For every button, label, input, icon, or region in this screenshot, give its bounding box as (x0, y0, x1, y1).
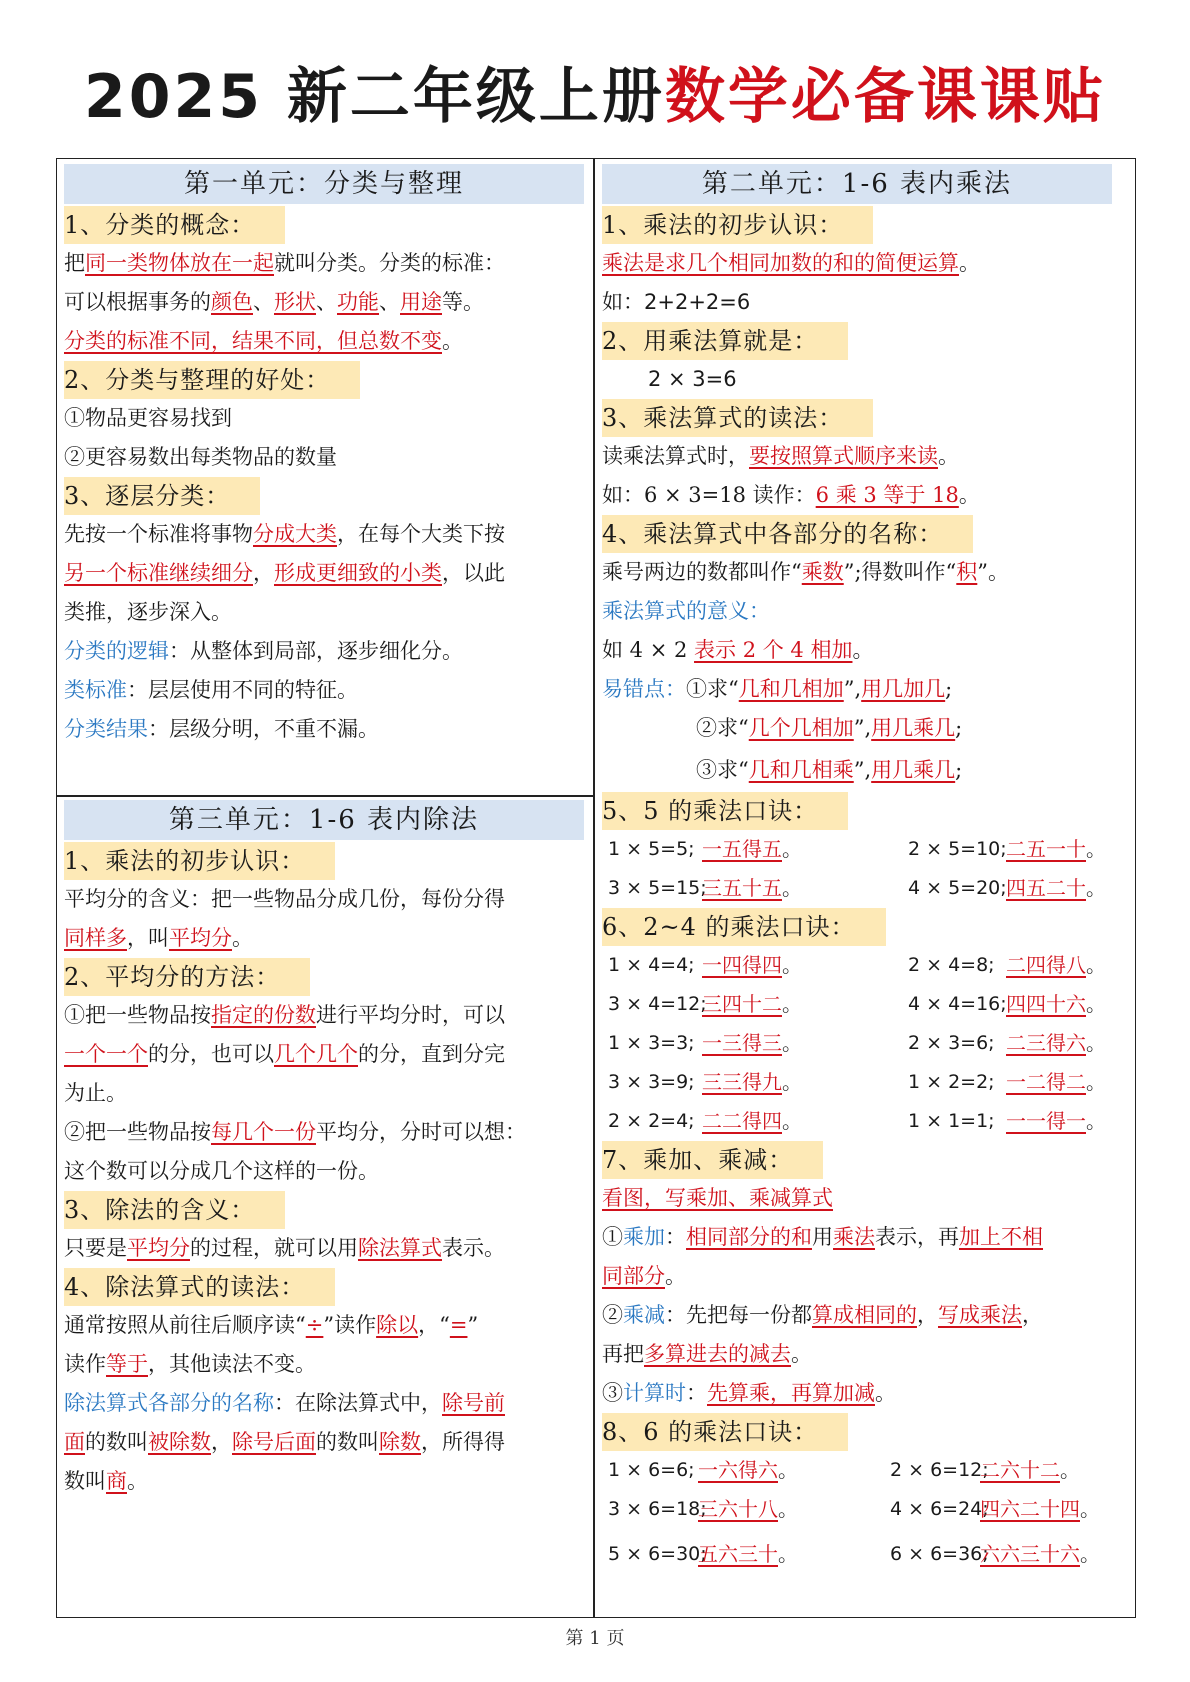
section-title: 4、除法算式的读法： (64, 1268, 335, 1306)
text-line: ③计算时：先算乘，再算加减。 (602, 1381, 896, 1405)
text-line: 面的数叫被除数，除号后面的数叫除数，所得得 (64, 1430, 505, 1454)
text-line: 乘号两边的数都叫作“乘数”;得数叫作“积”。 (602, 560, 1010, 584)
text-line: 分类的标准不同，结果不同，但总数不变。 (64, 329, 463, 353)
table-row: 3 × 6=18; 三六十八 。 4 × 6=24; 四六二十四 。 (608, 1497, 1100, 1521)
text-line: 读作等于，其他读法不变。 (64, 1352, 316, 1376)
table-row: 3 × 5=15; 三五十五 。 4 × 5=20; 四五二十 。 (608, 876, 1106, 900)
text-line: 类标准：层层使用不同的特征。 (64, 678, 358, 702)
text-line: 类推，逐步深入。 (64, 600, 232, 624)
text-line: 除法算式各部分的名称：在除法算式中，除号前 (64, 1391, 505, 1415)
text-line: 易错点：①求“几和几相加”,用几加几; (602, 677, 953, 701)
text-line: ③求“几和几相乘”,用几乘几; (696, 758, 963, 782)
unit-1-panel (64, 164, 584, 749)
section-title: 7、乘加、乘减： (602, 1141, 823, 1179)
text-line: 通常按照从前往后顺序读“÷”读作除以，“=” (64, 1313, 479, 1337)
table-row: 1 × 5=5; 一五得五 。 2 × 5=10; 二五一十 。 (608, 837, 1106, 861)
text-line: 如 4 × 2 表示 2 个 4 相加。 (602, 638, 874, 662)
text-line: 这个数可以分成几个这样的一份。 (64, 1159, 379, 1183)
unit-heading: 第一单元：分类与整理 (64, 164, 584, 204)
section-title: 3、逐层分类： (64, 477, 260, 515)
section-title: 2、平均分的方法： (64, 958, 310, 996)
table-row: 3 × 4=12; 三四十二 。 4 × 4=16; 四四十六 。 (608, 992, 1106, 1016)
section-title: 5、5 的乘法口诀： (602, 792, 848, 830)
table-row: 1 × 3=3; 一三得三 。 2 × 3=6; 二三得六 。 (608, 1031, 1106, 1055)
section-title: 1、乘法的初步认识： (602, 206, 873, 244)
section-title: 3、乘法算式的读法： (602, 399, 873, 437)
text-line: 同样多，叫平均分。 (64, 926, 253, 950)
text-line: 先按一个标准将事物分成大类，在每个大类下按 (64, 522, 505, 546)
text-line: ②乘减：先把每一份都算成相同的，写成乘法， (602, 1303, 1043, 1327)
text-line: 乘法是求几个相同加数的和的简便运算。 (602, 251, 980, 275)
text-line: ①把一些物品按指定的份数进行平均分时，可以 (64, 1003, 505, 1027)
text-line: 可以根据事务的颜色、形状、功能、用途等。 (64, 290, 484, 314)
text-line: 分类的逻辑：从整体到局部，逐步细化分。 (64, 639, 463, 663)
text-line: 如：6 × 3=18 读作：6 乘 3 等于 18。 (602, 483, 980, 507)
section-title: 4、乘法算式中各部分的名称： (602, 515, 973, 553)
text-line: 为止。 (64, 1081, 127, 1105)
unit-3-panel (64, 800, 584, 1501)
text-line: 平均分的含义：把一些物品分成几份，每份分得 (64, 887, 505, 911)
unit-heading: 第二单元：1-6 表内乘法 (602, 164, 1112, 204)
text-line: ②更容易数出每类物品的数量 (64, 445, 337, 469)
section-title: 1、乘法的初步认识： (64, 842, 335, 880)
table-row: 5 × 6=30; 五六三十 。 6 × 6=36; 六六三十六 。 (608, 1542, 1100, 1566)
text-line: 乘法算式的意义： (602, 599, 770, 623)
text-line: 同部分。 (602, 1264, 686, 1288)
text-line: 读乘法算式时，要按照算式顺序来读。 (602, 444, 959, 468)
table-row: 2 × 2=4; 二二得四 。 1 × 1=1; 一一得一 。 (608, 1109, 1106, 1133)
page-title: 2025 新二年级上册数学必备课课贴 (84, 62, 1106, 132)
unit-heading: 第三单元：1-6 表内除法 (64, 800, 584, 840)
text-line: 另一个标准继续细分，形成更细致的小类，以此 (64, 561, 505, 585)
text-line: 看图，写乘加、乘减算式 (602, 1186, 833, 1210)
text-line: ①乘加：相同部分的和用乘法表示，再加上不相 (602, 1225, 1043, 1249)
text-line: ②把一些物品按每几个一份平均分，分时可以想： (64, 1120, 526, 1144)
text-line: ②求“几个几相加”,用几乘几; (696, 716, 963, 740)
text-line: 数叫商。 (64, 1469, 148, 1493)
text-line: 如：2+2+2=6 (602, 290, 751, 314)
table-row: 1 × 6=6; 一六得六 。 2 × 6=12; 二六十二 。 (608, 1458, 1080, 1482)
text-line: ①物品更容易找到 (64, 406, 232, 430)
text-line: 2 × 3=6 (648, 367, 737, 391)
table-row: 1 × 4=4; 一四得四 。 2 × 4=8; 二四得八 。 (608, 953, 1106, 977)
text-line: 把同一类物体放在一起就叫分类。分类的标准： (64, 251, 505, 275)
section-title: 2、分类与整理的好处： (64, 361, 360, 399)
section-title: 6、2~4 的乘法口诀： (602, 908, 886, 946)
section-title: 2、用乘法算就是： (602, 322, 848, 360)
text-line: 再把多算进去的减去。 (602, 1342, 812, 1366)
section-title: 3、除法的含义： (64, 1191, 285, 1229)
unit-2-panel (602, 164, 1128, 1573)
section-title: 1、分类的概念： (64, 206, 285, 244)
table-row: 3 × 3=9; 三三得九 。 1 × 2=2; 一二得二 。 (608, 1070, 1106, 1094)
column-divider (593, 158, 595, 1618)
page-number: 第 1 页 (565, 1628, 625, 1649)
section-divider (56, 795, 594, 797)
text-line: 一个一个的分，也可以几个几个的分，直到分完 (64, 1042, 505, 1066)
section-title: 8、6 的乘法口诀： (602, 1413, 848, 1451)
text-line: 分类结果：层级分明，不重不漏。 (64, 717, 379, 741)
text-line: 只要是平均分的过程，就可以用除法算式表示。 (64, 1236, 505, 1260)
